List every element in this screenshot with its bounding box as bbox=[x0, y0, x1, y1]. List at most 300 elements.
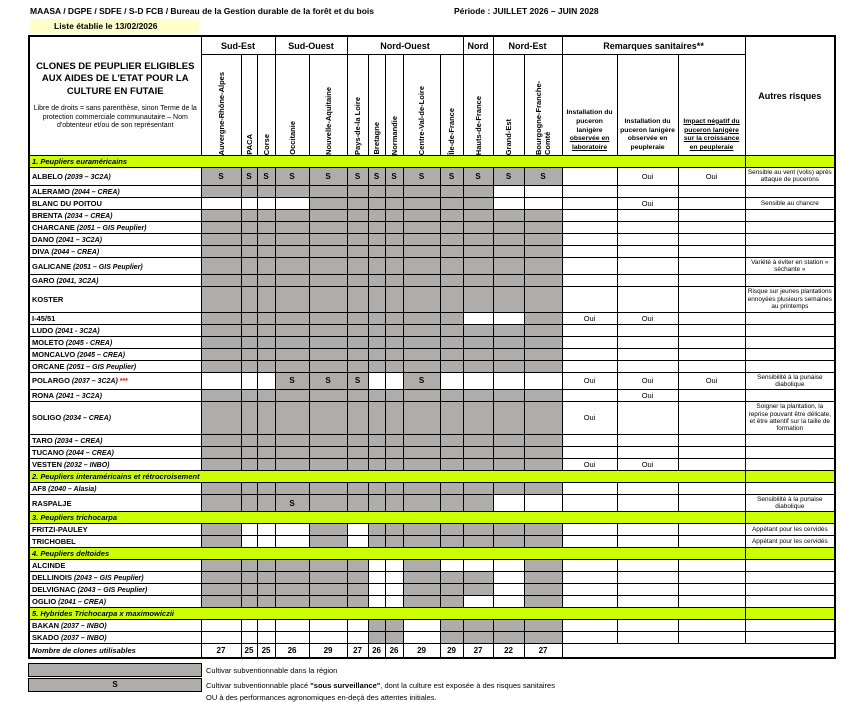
grant-cell bbox=[403, 287, 440, 312]
risk-cell: Sensible au vent (volis) après attaque de pucerons bbox=[745, 168, 835, 186]
sanitary-cell bbox=[562, 360, 617, 372]
clone-label bbox=[29, 275, 201, 287]
grant-cell bbox=[385, 572, 403, 584]
grant-cell bbox=[524, 312, 562, 324]
grant-cell bbox=[241, 620, 257, 632]
grant-cell bbox=[368, 434, 385, 446]
grant-cell bbox=[440, 275, 463, 287]
risk-cell bbox=[745, 572, 835, 584]
sanitary-cell bbox=[678, 360, 745, 372]
region-header bbox=[257, 55, 275, 156]
sanitary-cell bbox=[617, 434, 678, 446]
grant-cell bbox=[440, 446, 463, 458]
sanitary-cell: Oui bbox=[562, 458, 617, 470]
clone-name: DELVIGNAC bbox=[32, 585, 76, 595]
grant-cell bbox=[493, 584, 524, 596]
grant-cell bbox=[524, 434, 562, 446]
grant-cell bbox=[403, 245, 440, 257]
grant-cell bbox=[347, 458, 368, 470]
grant-cell bbox=[403, 221, 440, 233]
grant-cell bbox=[440, 336, 463, 348]
grant-cell bbox=[385, 390, 403, 402]
footer-count-cell: 26 bbox=[368, 644, 385, 659]
clone-row bbox=[29, 348, 835, 360]
sanitary-cell bbox=[617, 336, 678, 348]
grant-cell bbox=[524, 536, 562, 548]
clone-name: POLARGO bbox=[32, 376, 70, 386]
grant-cell bbox=[440, 348, 463, 360]
sanitary-cell bbox=[678, 287, 745, 312]
grant-cell bbox=[347, 348, 368, 360]
grant-cell bbox=[257, 360, 275, 372]
grant-cell bbox=[201, 390, 241, 402]
sanitary-cell bbox=[617, 402, 678, 434]
sanitary-cell: Oui bbox=[678, 168, 745, 186]
sanitary-cell bbox=[617, 245, 678, 257]
sanitary-cell bbox=[617, 275, 678, 287]
grant-cell bbox=[257, 221, 275, 233]
clone-name: CHARCANE bbox=[32, 222, 75, 232]
risk-cell bbox=[745, 245, 835, 257]
grant-cell bbox=[463, 312, 493, 324]
clone-name: FRITZI-PAULEY bbox=[32, 525, 88, 535]
grant-cell bbox=[403, 434, 440, 446]
grant-cell bbox=[463, 446, 493, 458]
grant-cell bbox=[275, 257, 309, 275]
clone-label bbox=[29, 536, 201, 548]
grant-cell bbox=[347, 233, 368, 245]
grant-cell bbox=[368, 275, 385, 287]
clone-detail: (2040 – Alasia) bbox=[46, 485, 97, 493]
grant-cell bbox=[241, 336, 257, 348]
grant-cell bbox=[257, 446, 275, 458]
grant-cell bbox=[440, 372, 463, 390]
risk-cell bbox=[745, 221, 835, 233]
sanitary-cell bbox=[617, 185, 678, 197]
footer-label: Nombre de clones utilisables bbox=[29, 644, 201, 659]
footer-count-cell: 29 bbox=[309, 644, 347, 659]
sanitary-cell bbox=[678, 275, 745, 287]
sanitary-cell bbox=[562, 536, 617, 548]
region-header bbox=[275, 55, 309, 156]
grant-cell: S bbox=[309, 168, 347, 186]
grant-cell bbox=[440, 360, 463, 372]
sanitary-cell bbox=[562, 233, 617, 245]
grant-cell bbox=[257, 245, 275, 257]
footer-row bbox=[29, 644, 835, 659]
risk-cell bbox=[745, 434, 835, 446]
grant-cell bbox=[385, 360, 403, 372]
grant-cell bbox=[309, 482, 347, 494]
grant-cell bbox=[463, 620, 493, 632]
grant-cell bbox=[524, 482, 562, 494]
group-header-remarques-sanitaires: Remarques sanitaires** bbox=[562, 36, 745, 55]
sanitary-cell: Oui bbox=[562, 312, 617, 324]
sanitary-cell: Oui bbox=[562, 402, 617, 434]
risk-cell bbox=[745, 348, 835, 360]
grant-cell bbox=[463, 524, 493, 536]
clone-label bbox=[29, 185, 201, 197]
grant-cell bbox=[524, 324, 562, 336]
grant-cell bbox=[463, 494, 493, 512]
region-header bbox=[201, 55, 241, 156]
grant-cell bbox=[440, 560, 463, 572]
footer-count-cell: 29 bbox=[440, 644, 463, 659]
grant-cell bbox=[241, 560, 257, 572]
grant-cell: S bbox=[463, 168, 493, 186]
grant-cell bbox=[493, 324, 524, 336]
clone-row bbox=[29, 197, 835, 209]
grant-cell bbox=[347, 632, 368, 644]
grant-cell bbox=[385, 257, 403, 275]
clone-label bbox=[29, 233, 201, 245]
grant-cell bbox=[275, 434, 309, 446]
clones-table bbox=[28, 35, 836, 659]
grant-cell bbox=[241, 324, 257, 336]
footer-count-cell: 27 bbox=[524, 644, 562, 659]
sanitary-cell bbox=[678, 312, 745, 324]
risk-cell bbox=[745, 596, 835, 608]
grant-cell bbox=[257, 402, 275, 434]
grant-cell bbox=[385, 596, 403, 608]
region-name: Île-de-France bbox=[447, 108, 457, 155]
grant-cell bbox=[524, 209, 562, 221]
grant-cell bbox=[440, 482, 463, 494]
legend-text-subventionnable: Cultivar subventionnable dans la région bbox=[206, 665, 338, 675]
clone-label bbox=[29, 446, 201, 458]
grant-cell bbox=[440, 287, 463, 312]
grant-cell bbox=[201, 402, 241, 434]
grant-cell bbox=[257, 372, 275, 390]
grant-cell bbox=[201, 257, 241, 275]
grant-cell bbox=[524, 572, 562, 584]
grant-cell bbox=[347, 209, 368, 221]
grant-cell: S bbox=[385, 168, 403, 186]
grant-cell bbox=[241, 275, 257, 287]
grant-cell bbox=[275, 245, 309, 257]
grant-cell bbox=[524, 560, 562, 572]
clone-row bbox=[29, 245, 835, 257]
clone-label bbox=[29, 312, 201, 324]
sanitary-cell: Oui bbox=[678, 372, 745, 390]
clone-detail: (2037 – INBO) bbox=[59, 623, 107, 631]
risk-cell: Variété à éviter en station « séchante » bbox=[745, 257, 835, 275]
grant-cell bbox=[201, 185, 241, 197]
legend-text-surveillance: Cultivar subventionnable placé "sous surveillance", dont la culture est exposée à des risques sanitaires bbox=[206, 680, 555, 690]
clone-row bbox=[29, 185, 835, 197]
clone-row bbox=[29, 620, 835, 632]
clone-row bbox=[29, 584, 835, 596]
clone-label bbox=[29, 245, 201, 257]
grant-cell bbox=[524, 446, 562, 458]
grant-cell bbox=[257, 197, 275, 209]
grant-cell bbox=[201, 287, 241, 312]
sanitary-cell bbox=[678, 434, 745, 446]
grant-cell bbox=[524, 233, 562, 245]
grant-cell bbox=[493, 536, 524, 548]
grant-cell bbox=[385, 434, 403, 446]
grant-cell: S bbox=[275, 372, 309, 390]
grant-cell bbox=[201, 560, 241, 572]
legend-row-subventionnable bbox=[28, 663, 843, 677]
grant-cell bbox=[403, 536, 440, 548]
grant-cell bbox=[385, 446, 403, 458]
grant-cell bbox=[241, 572, 257, 584]
grant-cell bbox=[347, 524, 368, 536]
title-cell bbox=[29, 36, 201, 156]
sanitary-cell bbox=[562, 482, 617, 494]
grant-cell bbox=[201, 233, 241, 245]
risk-cell bbox=[745, 360, 835, 372]
grant-cell bbox=[368, 524, 385, 536]
grant-cell bbox=[275, 560, 309, 572]
sanitary-cell bbox=[562, 596, 617, 608]
grant-cell bbox=[524, 632, 562, 644]
sanitary-cell bbox=[617, 209, 678, 221]
grant-cell bbox=[440, 434, 463, 446]
clone-detail: (2039 – 3C2A) bbox=[62, 173, 111, 181]
region-name: Nouvelle-Aquitaine bbox=[323, 87, 333, 155]
grant-cell bbox=[347, 620, 368, 632]
region-header bbox=[493, 55, 524, 156]
clone-label bbox=[29, 560, 201, 572]
clone-name: KOSTER bbox=[32, 294, 64, 304]
grant-cell bbox=[440, 221, 463, 233]
grant-cell bbox=[493, 372, 524, 390]
clone-row bbox=[29, 233, 835, 245]
grant-cell bbox=[347, 336, 368, 348]
footer-count-cell: 22 bbox=[493, 644, 524, 659]
grant-cell bbox=[257, 584, 275, 596]
grant-cell bbox=[368, 312, 385, 324]
grant-cell bbox=[309, 620, 347, 632]
grant-cell bbox=[309, 446, 347, 458]
grant-cell bbox=[347, 360, 368, 372]
grant-cell bbox=[493, 482, 524, 494]
sanitary-cell bbox=[562, 197, 617, 209]
grant-cell bbox=[368, 245, 385, 257]
grant-cell bbox=[309, 584, 347, 596]
grant-cell bbox=[385, 221, 403, 233]
grant-cell bbox=[440, 197, 463, 209]
grant-cell bbox=[403, 324, 440, 336]
grant-cell bbox=[493, 596, 524, 608]
grant-cell bbox=[309, 275, 347, 287]
sanitary-cell bbox=[562, 632, 617, 644]
region-name: Auvergne-Rhône-Alpes bbox=[216, 71, 226, 155]
grant-cell bbox=[241, 312, 257, 324]
clone-detail: (2037 – INBO) bbox=[59, 635, 107, 643]
grant-cell bbox=[201, 596, 241, 608]
sanitary-cell bbox=[617, 482, 678, 494]
risk-cell bbox=[745, 209, 835, 221]
grant-cell bbox=[368, 257, 385, 275]
grant-cell bbox=[385, 372, 403, 390]
grant-cell bbox=[403, 209, 440, 221]
grant-cell bbox=[403, 312, 440, 324]
clone-stars: *** bbox=[117, 378, 128, 386]
grant-cell: S bbox=[493, 168, 524, 186]
sanitary-cell bbox=[678, 494, 745, 512]
clone-detail: (2041 – 3C2A) bbox=[54, 393, 102, 401]
grant-cell bbox=[463, 482, 493, 494]
grant-cell bbox=[275, 324, 309, 336]
grant-cell bbox=[241, 458, 257, 470]
sanitary-cell bbox=[562, 275, 617, 287]
clone-row bbox=[29, 275, 835, 287]
grant-cell bbox=[241, 446, 257, 458]
grant-cell bbox=[524, 402, 562, 434]
section-header-row bbox=[29, 548, 835, 560]
grant-cell bbox=[241, 209, 257, 221]
group-header-sud-ouest: Sud-Ouest bbox=[275, 36, 347, 55]
clone-label bbox=[29, 336, 201, 348]
grant-cell bbox=[201, 312, 241, 324]
sanitary-cell: Oui bbox=[617, 197, 678, 209]
clone-label bbox=[29, 596, 201, 608]
risk-cell bbox=[745, 185, 835, 197]
clone-row bbox=[29, 312, 835, 324]
grant-cell bbox=[463, 209, 493, 221]
clone-name: RONA bbox=[32, 391, 55, 401]
sanitary-cell: Oui bbox=[617, 372, 678, 390]
grant-cell bbox=[463, 324, 493, 336]
grant-cell bbox=[368, 584, 385, 596]
risk-cell: Soigner la plantation, la reprise pouvant être délicate, et être attentif sur la taille de formation bbox=[745, 402, 835, 434]
legend-row-surveillance bbox=[28, 678, 843, 692]
grant-cell bbox=[241, 287, 257, 312]
grant-cell bbox=[257, 233, 275, 245]
grant-cell bbox=[403, 390, 440, 402]
region-header bbox=[241, 55, 257, 156]
grant-cell bbox=[493, 524, 524, 536]
sanitary-cell bbox=[562, 560, 617, 572]
sanitary-cell bbox=[678, 524, 745, 536]
grant-cell bbox=[493, 446, 524, 458]
sanitary-cell bbox=[678, 336, 745, 348]
grant-cell bbox=[385, 536, 403, 548]
grant-cell bbox=[257, 458, 275, 470]
grant-cell bbox=[403, 446, 440, 458]
grant-cell bbox=[385, 287, 403, 312]
footer-count-cell: 26 bbox=[275, 644, 309, 659]
clone-detail: (2034 – CREA) bbox=[62, 212, 113, 220]
section-bar-end bbox=[745, 608, 835, 620]
grant-cell bbox=[201, 197, 241, 209]
grant-cell bbox=[309, 348, 347, 360]
grant-cell bbox=[241, 233, 257, 245]
grant-cell bbox=[493, 233, 524, 245]
clone-name: TRICHOBEL bbox=[32, 537, 76, 547]
clone-detail: (2051 – GIS Peuplier) bbox=[74, 224, 147, 232]
clone-row bbox=[29, 221, 835, 233]
sanitary-cell bbox=[617, 287, 678, 312]
sanitary-cell bbox=[562, 168, 617, 186]
sanitary-cell bbox=[617, 524, 678, 536]
clone-detail: (2045 - CREA) bbox=[63, 339, 113, 347]
sanitary-cell bbox=[617, 446, 678, 458]
table-subtitle: Libre de droits = sans parenthèse, sinon Terme de la protection commerciale communautaire – Nom d'obtenteur et/ou de son représentant bbox=[33, 104, 197, 130]
grant-cell bbox=[347, 221, 368, 233]
section-header-row bbox=[29, 608, 835, 620]
grant-cell bbox=[440, 596, 463, 608]
grant-cell bbox=[275, 312, 309, 324]
grant-cell: S bbox=[275, 168, 309, 186]
footer-count-cell: 25 bbox=[257, 644, 275, 659]
sanitary-cell bbox=[678, 446, 745, 458]
region-header bbox=[347, 55, 368, 156]
grant-cell bbox=[440, 536, 463, 548]
risk-cell: Sensible au chancre bbox=[745, 197, 835, 209]
grant-cell bbox=[403, 275, 440, 287]
clone-label bbox=[29, 257, 201, 275]
section-bar-end bbox=[745, 156, 835, 168]
sanitary-cell bbox=[562, 584, 617, 596]
grant-cell bbox=[440, 245, 463, 257]
clone-name: OGLIO bbox=[32, 597, 57, 607]
grant-cell bbox=[524, 245, 562, 257]
grant-cell bbox=[241, 524, 257, 536]
grant-cell bbox=[275, 524, 309, 536]
grant-cell bbox=[440, 209, 463, 221]
clone-detail: (2045 – CREA) bbox=[75, 351, 125, 359]
grant-cell bbox=[493, 275, 524, 287]
grant-cell bbox=[493, 620, 524, 632]
sanitary-cell bbox=[678, 572, 745, 584]
grant-cell bbox=[524, 372, 562, 390]
grant-cell bbox=[201, 336, 241, 348]
sanitary-cell bbox=[617, 596, 678, 608]
grant-cell bbox=[201, 632, 241, 644]
grant-cell bbox=[257, 560, 275, 572]
clone-label bbox=[29, 209, 201, 221]
grant-cell bbox=[241, 482, 257, 494]
grant-cell bbox=[201, 482, 241, 494]
sanitary-cell bbox=[562, 434, 617, 446]
sanitary-cell: Oui bbox=[617, 458, 678, 470]
clone-row bbox=[29, 402, 835, 434]
grant-cell bbox=[524, 390, 562, 402]
grant-cell: S bbox=[524, 168, 562, 186]
grant-cell bbox=[403, 584, 440, 596]
clone-row bbox=[29, 372, 835, 390]
clone-name: ORCANE bbox=[32, 361, 65, 371]
grant-cell bbox=[463, 197, 493, 209]
grant-cell bbox=[241, 197, 257, 209]
clone-name: TARO bbox=[32, 435, 53, 445]
grant-cell bbox=[309, 596, 347, 608]
clone-label bbox=[29, 221, 201, 233]
grant-cell bbox=[368, 402, 385, 434]
grant-cell bbox=[368, 209, 385, 221]
grant-cell bbox=[309, 390, 347, 402]
grant-cell bbox=[275, 402, 309, 434]
grant-cell bbox=[440, 632, 463, 644]
group-header-nord-est: Nord-Est bbox=[493, 36, 562, 55]
clone-row bbox=[29, 596, 835, 608]
grant-cell bbox=[493, 336, 524, 348]
section-bar-end bbox=[745, 470, 835, 482]
grant-cell: S bbox=[275, 494, 309, 512]
clone-detail: (2051 – GIS Peuplier) bbox=[64, 363, 137, 371]
grant-cell bbox=[368, 536, 385, 548]
clone-row bbox=[29, 524, 835, 536]
grant-cell bbox=[524, 257, 562, 275]
grant-cell bbox=[241, 494, 257, 512]
clone-row bbox=[29, 572, 835, 584]
grant-cell bbox=[201, 536, 241, 548]
grant-cell bbox=[403, 572, 440, 584]
